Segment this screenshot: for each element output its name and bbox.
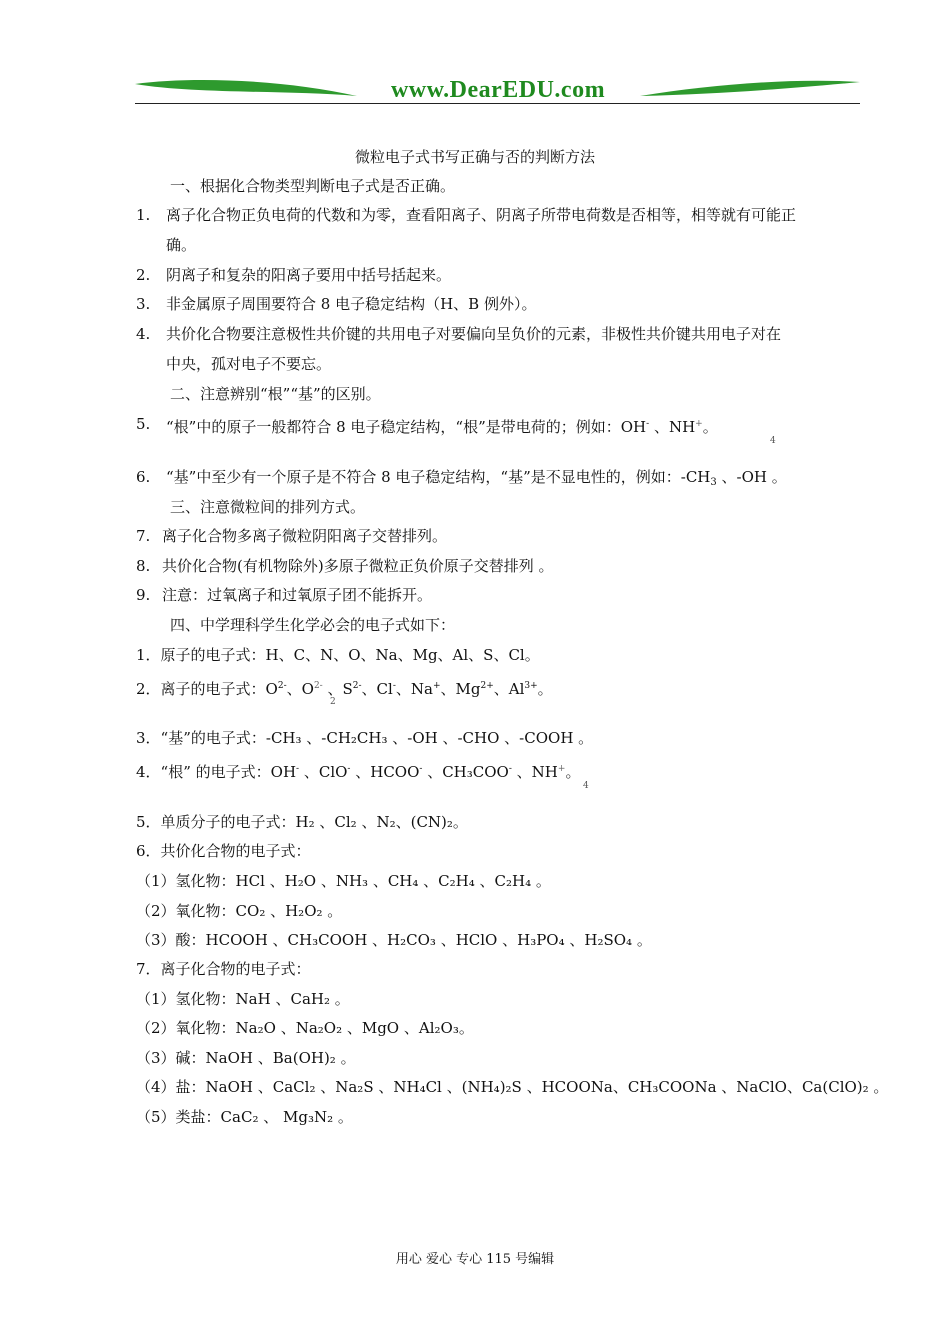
- page-footer: 用心 爱心 专心 115 号编辑: [395, 1252, 555, 1267]
- covalent-oxides: （2）氧化物：CO₂ 、H₂O₂ 。: [136, 902, 343, 920]
- rule-5-text: “根”中的原子一般都符合 8 电子稳定结构，“根”是带电荷的；例如：OH- 、NH+。: [166, 418, 718, 436]
- example-root-ions: 4．“根” 的电子式：OH- 、ClO- 、HCOO- 、CH₃COO- 、NH+。: [136, 763, 581, 781]
- ionic-oxides: （2）氧化物：Na₂O 、Na₂O₂ 、MgO 、Al₂O₃。: [136, 1019, 474, 1037]
- rule-6-number: 6.: [136, 468, 151, 486]
- covalent-acids: （3）酸：HCOOH 、CH₃COOH 、H₂CO₃ 、HClO 、H₃PO₄ 、H₂SO₄ 。: [136, 931, 652, 949]
- ionic-salt-like: （5）类盐：CaC₂ 、 Mg₃N₂ 。: [136, 1108, 353, 1126]
- rule-2-text: 阴离子和复杂的阳离子要用中括号括起来。: [166, 266, 452, 284]
- example-ions: 2．离子的电子式：$O^{2-}$、$O^{2-}$ 、$S^{2-}$、Cl-、Na+、$Mg^{2+}$、$Al^{3+}$。: [136, 680, 553, 698]
- header-rule: [135, 103, 860, 104]
- example-radicals: 3．“基”的电子式：-CH₃ 、-CH₂CH₃ 、-OH 、-CHO 、-COOH 。: [136, 729, 594, 747]
- ionic-heading: 7．离子化合物的电子式：: [136, 960, 311, 978]
- rule-1-number: 1.: [136, 206, 151, 224]
- section-heading-1: 一、根据化合物类型判断电子式是否正确。: [170, 177, 456, 195]
- example-elements: 5．单质分子的电子式：H₂ 、Cl₂ 、N₂、(CN)₂。: [136, 813, 468, 831]
- rule-9-number: 9.: [136, 586, 151, 604]
- ionic-hydrides: （1）氢化物：NaH 、CaH₂ 。: [136, 990, 350, 1008]
- rule-4-text: 共价化合物要注意极性共价键的共用电子对要偏向呈负价的元素，非极性共价键共用电子对在: [166, 325, 782, 343]
- section-heading-2: 二、注意辨别“根”“基”的区别。: [170, 385, 381, 403]
- rule-8-number: 8.: [136, 557, 151, 575]
- site-logo: www.DearEDU.com: [390, 77, 606, 103]
- covalent-heading: 6．共价化合物的电子式：: [136, 842, 311, 860]
- rule-6-text: “基”中至少有一个原子是不符合 8 电子稳定结构，“基”是不显电性的，例如：$-CH_3$ 、-OH 。: [166, 468, 787, 488]
- page-title: 微粒电子式书写正确与否的判断方法: [354, 148, 595, 166]
- ionic-salts: （4）盐：NaOH 、CaCl₂ 、Na₂S 、NH₄Cl 、(NH₄)₂S 、HCOONa、CH₃COONa 、NaClO、Ca(ClO)₂ 。: [136, 1078, 889, 1096]
- rule-1-text-cont: 确。: [166, 236, 197, 254]
- rule-7-number: 7.: [136, 527, 151, 545]
- rule-5-subscript-4: 4: [770, 436, 776, 446]
- covalent-hydrides: （1）氢化物：HCl 、H₂O 、NH₃ 、CH₄ 、C₂H₄ 、C₂H₄ 。: [136, 872, 551, 890]
- example-atoms: 1．原子的电子式：H、C、N、O、Na、Mg、Al、S、Cl。: [136, 646, 540, 664]
- rule-3-text: 非金属原子周围要符合 8 电子稳定结构（H、B 例外）。: [166, 295, 537, 313]
- rule-9-text: 注意：过氧离子和过氧原子团不能拆开。: [162, 586, 433, 604]
- section-heading-4: 四、中学理科学生化学必会的电子式如下：: [170, 616, 456, 634]
- rule-7-text: 离子化合物多离子微粒阴阳离子交替排列。: [162, 527, 448, 545]
- site-header: [135, 74, 860, 110]
- rule-5-number: 5.: [136, 415, 151, 433]
- rule-1-text: 离子化合物正负电荷的代数和为零，查看阳离子、阴离子所带电荷数是否相等，相等就有可能正: [166, 206, 797, 224]
- rule-4-number: 4.: [136, 325, 151, 343]
- peroxide-subscript-2: 2: [330, 697, 336, 707]
- ionic-bases: （3）碱：NaOH 、Ba(OH)₂ 。: [136, 1049, 356, 1067]
- rule-2-number: 2.: [136, 266, 151, 284]
- rule-4-text-cont: 中央，孤对电子不要忘。: [166, 355, 332, 373]
- rule-8-text: 共价化合物(有机物除外)多原子微粒正负价原子交替排列 。: [162, 557, 554, 575]
- section-heading-3: 三、注意微粒间的排列方式。: [170, 498, 366, 516]
- rule-3-number: 3.: [136, 295, 151, 313]
- ammonium-subscript-4: 4: [583, 781, 589, 791]
